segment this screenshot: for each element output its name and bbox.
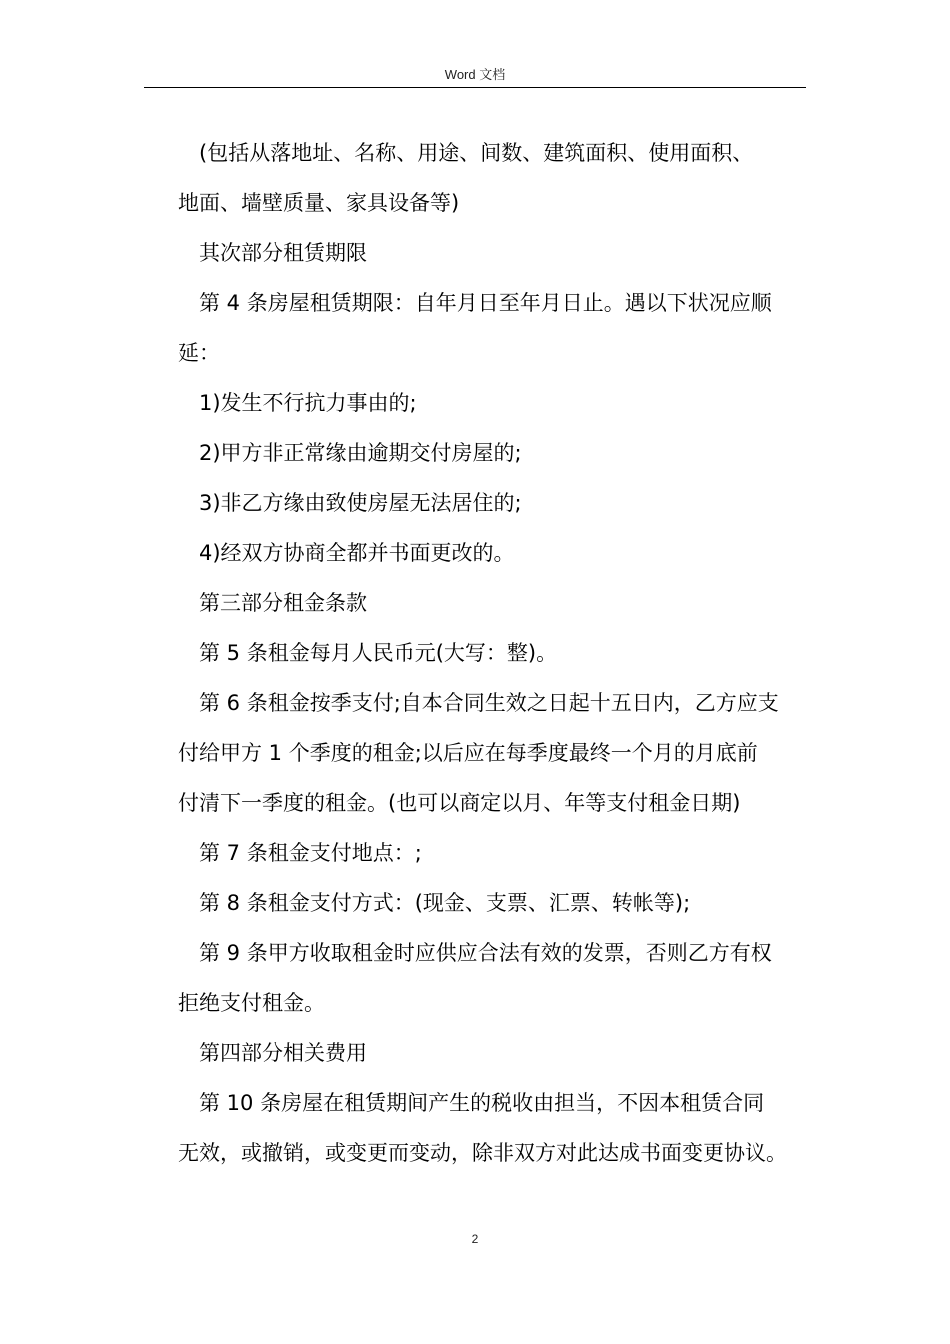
body-line-11: 第 5 条租金每月人民币元(大写：整)。: [199, 641, 558, 665]
page-header-title: Word 文档: [444, 67, 506, 82]
list-item-1: 1)发生不行抗力事由的;: [199, 391, 417, 415]
section-heading-term: 其次部分租赁期限: [199, 241, 367, 265]
body-line-21: 无效，或撤销，或变更而变动，除非双方对此达成书面变更协议。: [178, 1141, 787, 1165]
body-line-12: 第 6 条租金按季支付;自本合同生效之日起十五日内，乙方应支: [199, 691, 779, 715]
body-line-2: 地面、墙壁质量、家具设备等): [178, 191, 460, 215]
list-item-3: 3)非乙方缘由致使房屋无法居住的;: [199, 491, 522, 515]
page-number: 2: [471, 1232, 479, 1246]
list-item-2: 2)甲方非正常缘由逾期交付房屋的;: [199, 441, 522, 465]
body-line-16: 第 8 条租金支付方式：(现金、支票、汇票、转帐等);: [199, 891, 691, 915]
body-line-15: 第 7 条租金支付地点：;: [199, 841, 422, 865]
document-body: [178, 128, 838, 1178]
body-line-13: 付给甲方 1 个季度的租金;以后应在每季度最终一个月的月底前: [178, 741, 758, 765]
body-line-17: 第 9 条甲方收取租金时应供应合法有效的发票，否则乙方有权: [199, 941, 772, 965]
header-divider: [144, 87, 806, 88]
body-line-1: (包括从落地址、名称、用途、间数、建筑面积、使用面积、: [199, 141, 754, 165]
body-line-20: 第 10 条房屋在租赁期间产生的税收由担当，不因本租赁合同: [199, 1091, 765, 1115]
body-line-18: 拒绝支付租金。: [178, 991, 325, 1015]
list-item-4: 4)经双方协商全都并书面更改的。: [199, 541, 515, 565]
body-line-14: 付清下一季度的租金。(也可以商定以月、年等支付租金日期): [178, 791, 741, 815]
body-line-5: 延：: [178, 341, 220, 365]
body-line-4: 第 4 条房屋租赁期限：自年月日至年月日止。遇以下状况应顺: [199, 291, 772, 315]
section-heading-fees: 第四部分相关费用: [199, 1041, 367, 1065]
section-heading-rent: 第三部分租金条款: [199, 591, 367, 615]
